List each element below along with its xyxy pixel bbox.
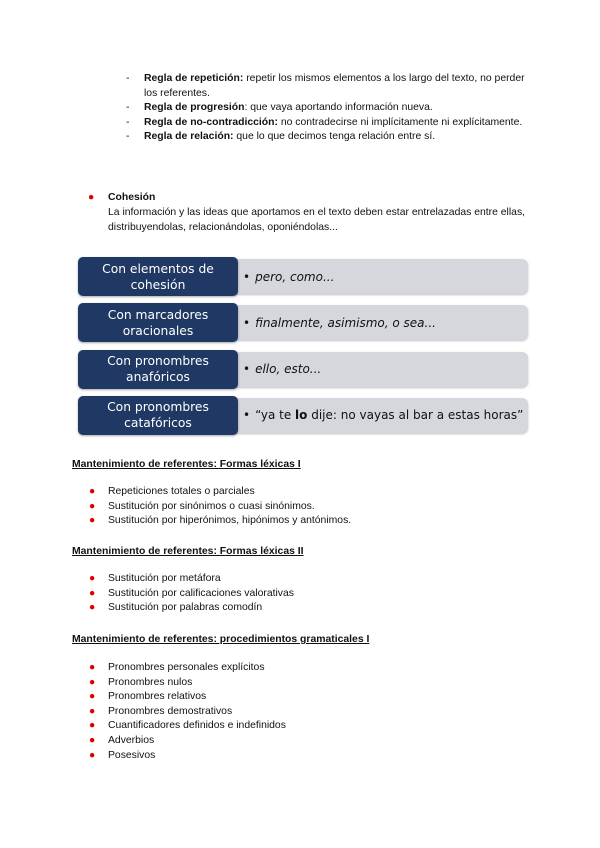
list-item: ● Pronombres relativos	[89, 691, 207, 703]
diagram-row	[78, 396, 530, 435]
diagram-example: • finalmente, asimismo, o sea...	[234, 305, 528, 340]
section-grammatical-procedures	[72, 632, 532, 763]
list-item: ● Pronombres demostrativos	[89, 705, 233, 717]
section-lexical-forms-1	[72, 457, 532, 529]
diagram-row	[78, 350, 530, 389]
diagram-label: Con pronombres anafóricos	[78, 350, 238, 389]
diagram-label: Con marcadores oracionales	[78, 303, 238, 342]
list-item: ● Sustitución por hiperónimos, hipónimos y antónimos.	[89, 515, 352, 527]
list-item: - Regla de progresión: que vaya aportando información nueva.	[126, 102, 433, 114]
list-item: - Regla de no-contradicción: no contradecirse ni implícitamente ni explícitamente.	[126, 116, 523, 128]
list-item: - Regla de repetición: repetir los mismos elementos a los largo del texto, no perder los referentes.	[126, 73, 525, 99]
diagram-row	[78, 303, 530, 342]
section-heading: Mantenimiento de referentes: Formas léxicas I	[72, 459, 301, 470]
list-item: ● Adverbios	[89, 734, 155, 746]
list-item: ● Pronombres nulos	[89, 676, 193, 688]
list-item: ● Sustitución por metáfora	[89, 573, 221, 584]
list-item: ● Sustitución por sinónimos o cuasi sinónimos.	[89, 500, 315, 512]
cohesion-paragraph: La información y las ideas que aportamos en el texto deben estar entrelazadas entre ellas, distribuyendolas, relacionándolas, oponiéndolas...	[108, 207, 526, 233]
item-list	[72, 572, 532, 616]
list-item: ● Sustitución por calificaciones valorativas	[89, 587, 294, 599]
diagram-row	[78, 257, 530, 296]
list-item: ● Cuantificadores definidos e indefinidos	[89, 720, 286, 732]
diagram-example: • pero, como...	[234, 259, 528, 294]
section-heading: Mantenimiento de referentes: procedimientos gramaticales I	[72, 634, 370, 645]
section-lexical-forms-2	[72, 544, 532, 616]
cohesion-block	[88, 190, 538, 235]
section-heading: Mantenimiento de referentes: Formas léxicas II	[72, 546, 304, 557]
bullet-icon: ●	[88, 192, 95, 203]
diagram-label: Con pronombres catafóricos	[78, 396, 238, 435]
list-item: ● Pronombres personales explícitos	[89, 662, 265, 673]
item-list	[72, 485, 532, 529]
list-item: ● Repeticiones totales o parciales	[89, 486, 255, 497]
list-item: - Regla de relación: que lo que decimos tenga relación entre sí.	[126, 131, 436, 143]
item-list	[72, 661, 532, 763]
list-item: ● Sustitución por palabras comodín	[89, 602, 263, 614]
diagram-label: Con elementos de cohesión	[78, 257, 238, 296]
diagram-example: • “ya te lo dije: no vayas al bar a estas horas”	[234, 398, 528, 433]
cohesion-title: Cohesión	[108, 192, 156, 203]
list-item: ● Posesivos	[89, 749, 156, 761]
textual-rules-list	[126, 72, 526, 145]
cohesion-diagram	[78, 257, 530, 442]
diagram-example: • ello, esto...	[234, 352, 528, 387]
